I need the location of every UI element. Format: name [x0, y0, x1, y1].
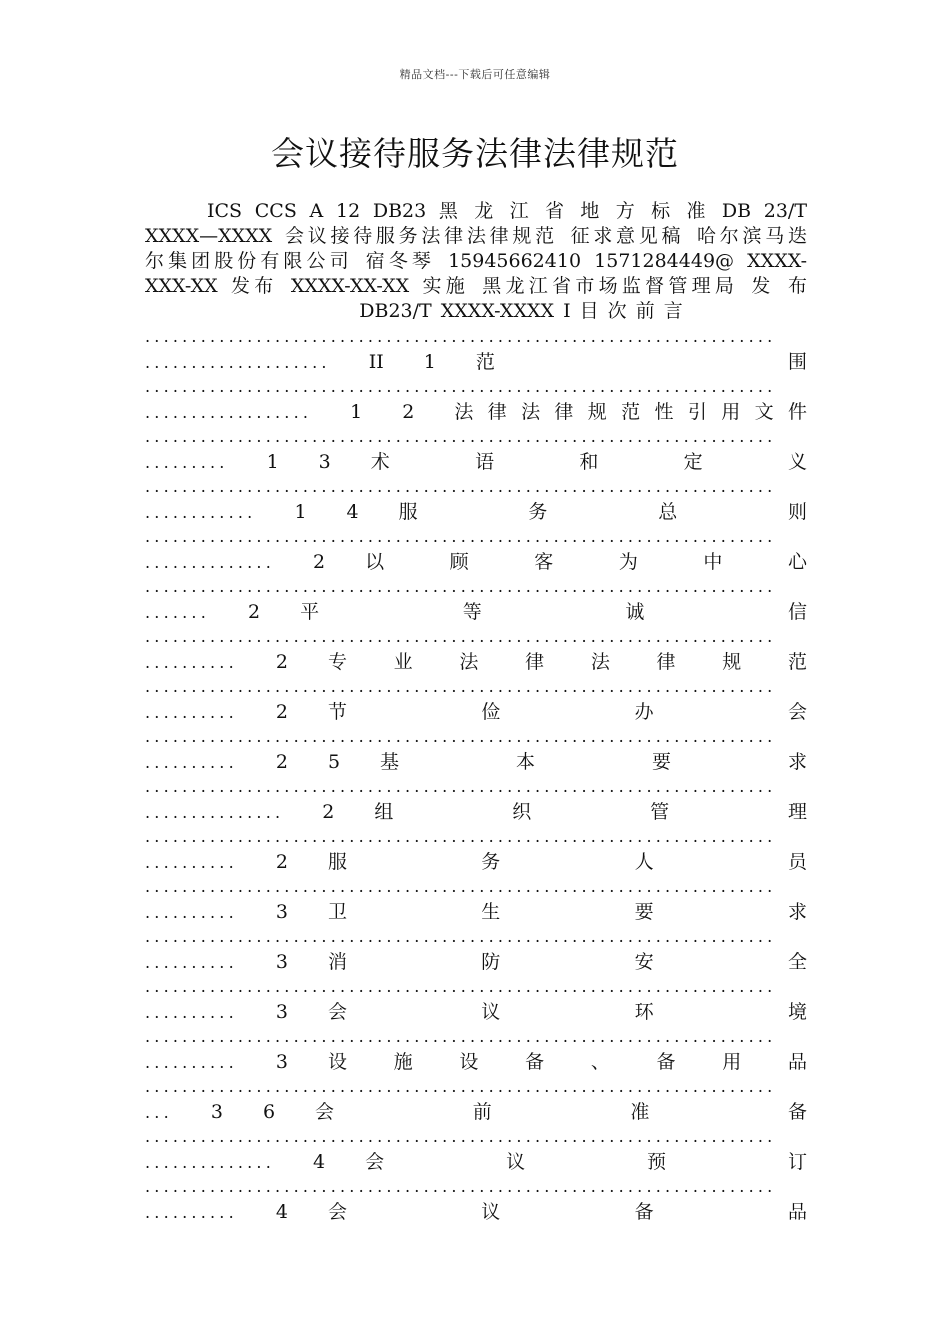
toc-dot-leader: ....................................................................	[145, 527, 777, 546]
toc-entry-leader: ..........	[145, 1053, 238, 1072]
toc-entry-leader: .......	[145, 603, 211, 622]
toc-entry	[145, 1199, 807, 1225]
page-header: 精品文档---下载后可任意编辑	[399, 68, 551, 81]
table-of-contents	[145, 325, 807, 1225]
document-body	[145, 199, 807, 1225]
toc-dot-leader: ....................................................................	[145, 1177, 777, 1196]
toc-entry-number: 5	[327, 751, 341, 773]
intro-line-3: 尔集团股份有限公司 宿冬琴 15945662410 1571284449@ XXXX-	[145, 250, 807, 272]
toc-entry-page: 2	[248, 601, 261, 623]
toc-dot-leader: ....................................................................	[145, 727, 777, 746]
toc-entry-leader: ............	[145, 503, 257, 522]
toc-dot-leader: ....................................................................	[145, 477, 777, 496]
toc-entry	[145, 799, 807, 825]
toc-entry-page: 3	[275, 951, 288, 973]
toc-entry-leader: ..........	[145, 753, 238, 772]
toc-entry-title: 术 语 和 定 义	[370, 451, 807, 473]
toc-entry-leader: ...	[145, 1103, 173, 1122]
toc-entry-page: 1	[350, 401, 363, 423]
intro-line-5: DB23/T XXXX-XXXX I 目 次 前 言	[359, 300, 683, 322]
toc-entry-page: 1	[294, 501, 307, 523]
toc-entry-page: 3	[210, 1101, 223, 1123]
toc-dot-leader: ....................................................................	[145, 427, 777, 446]
toc-entry-leader: ..........	[145, 1003, 238, 1022]
toc-entry-page: 3	[275, 1001, 288, 1023]
toc-dot-leader: ....................................................................	[145, 627, 777, 646]
toc-entry	[145, 399, 807, 425]
toc-entry-number: 3	[318, 451, 331, 473]
toc-dot-leader: ....................................................................	[145, 1027, 777, 1046]
toc-entry-leader: ....................	[145, 353, 331, 372]
toc-entry-page: 2	[275, 651, 288, 673]
toc-entry-leader: ...............	[145, 803, 285, 822]
toc-entry-number: 4	[346, 501, 359, 523]
toc-dot-leader: ....................................................................	[145, 777, 777, 796]
toc-entry-page: II	[368, 351, 384, 373]
toc-entry	[145, 999, 807, 1025]
toc-entry-page: 3	[275, 1051, 288, 1073]
toc-entry	[145, 949, 807, 975]
toc-entry	[145, 699, 807, 725]
toc-entry-page: 3	[275, 901, 288, 923]
toc-entry-leader: ..........	[145, 903, 238, 922]
toc-entry-title: 平 等 诚 信	[300, 601, 807, 623]
toc-entry-leader: ..........	[145, 703, 238, 722]
toc-entry-number: 2	[402, 401, 415, 423]
toc-entry-number: 6	[262, 1101, 276, 1123]
toc-dot-leader: ....................................................................	[145, 377, 777, 396]
toc-entry-title: 会 议 预 订	[365, 1151, 807, 1173]
toc-dot-leader: ....................................................................	[145, 927, 777, 946]
intro-block	[145, 199, 807, 324]
toc-entry-leader: ..........	[145, 653, 238, 672]
toc-dot-leader: ....................................................................	[145, 327, 777, 346]
intro-line-2: XXXX—XXXX 会议接待服务法律法律规范 征求意见稿 哈尔滨马迭	[145, 225, 807, 247]
toc-entry	[145, 349, 807, 375]
toc-entry-leader: ..........	[145, 1203, 238, 1222]
toc-dot-leader: ....................................................................	[145, 577, 777, 596]
toc-entry-page: 1	[266, 451, 279, 473]
document-title: 会议接待服务法律法律规范	[271, 134, 679, 173]
toc-dot-leader: ....................................................................	[145, 977, 777, 996]
toc-entry-title: 节 俭 办 会	[327, 701, 807, 723]
toc-entry	[145, 1149, 807, 1175]
toc-entry-page: 2	[275, 751, 288, 773]
toc-dot-leader: ....................................................................	[145, 827, 777, 846]
toc-entry-leader: ..................	[145, 403, 313, 422]
toc-entry-leader: ..............	[145, 1153, 276, 1172]
toc-dot-leader: ....................................................................	[145, 1127, 777, 1146]
toc-entry-title: 服 务 人 员	[327, 851, 807, 873]
toc-entry	[145, 749, 807, 775]
toc-dot-leader: ....................................................................	[145, 677, 777, 696]
toc-entry-title: 基 本 要 求	[380, 751, 807, 773]
toc-entry	[145, 849, 807, 875]
toc-entry-title: 会 前 准 备	[315, 1101, 807, 1123]
toc-entry-page: 2	[275, 851, 288, 873]
toc-dot-leader: ....................................................................	[145, 877, 777, 896]
toc-entry	[145, 649, 807, 675]
toc-entry-page: 4	[313, 1151, 326, 1173]
toc-entry-title: 服 务 总 则	[398, 501, 807, 523]
intro-line-1: ICS CCS A 12 DB23 黑 龙 江 省 地 方 标 准 DB 23/T	[207, 200, 807, 222]
toc-entry-title: 专 业 法 律 法 律 规 范	[327, 651, 807, 673]
toc-entry-title: 以 顾 客 为 中 心	[365, 551, 807, 573]
toc-entry-title: 组 织 管 理	[374, 801, 807, 823]
toc-entry	[145, 599, 807, 625]
toc-entry-page: 2	[313, 551, 326, 573]
toc-entry-page: 2	[275, 701, 288, 723]
intro-line-4: XXX-XX 发布 XXXX-XX-XX 实施 黑龙江省市场监督管理局 发 布	[145, 275, 807, 297]
toc-entry-title: 会 议 环 境	[327, 1001, 807, 1023]
toc-entry-title: 卫 生 要 求	[327, 901, 807, 923]
toc-entry-leader: ..............	[145, 553, 276, 572]
toc-entry	[145, 449, 807, 475]
toc-entry-title: 设 施 设 备 、 备 用 品	[327, 1051, 807, 1073]
toc-entry-page: 2	[322, 801, 335, 823]
toc-entry	[145, 499, 807, 525]
toc-entry	[145, 1049, 807, 1075]
toc-entry-number: 1	[423, 351, 436, 373]
toc-entry-title: 会 议 备 品	[327, 1201, 807, 1223]
toc-entry-page: 4	[275, 1201, 288, 1223]
toc-entry	[145, 549, 807, 575]
toc-entry-title: 范 围	[475, 351, 807, 373]
toc-dot-leader: ....................................................................	[145, 1077, 777, 1096]
toc-entry	[145, 1099, 807, 1125]
toc-entry-leader: ..........	[145, 953, 238, 972]
toc-entry	[145, 899, 807, 925]
toc-entry-leader: ..........	[145, 853, 238, 872]
toc-entry-leader: .........	[145, 453, 229, 472]
toc-entry-title: 法律法律规范性引用文件	[454, 401, 807, 423]
toc-entry-title: 消 防 安 全	[327, 951, 807, 973]
